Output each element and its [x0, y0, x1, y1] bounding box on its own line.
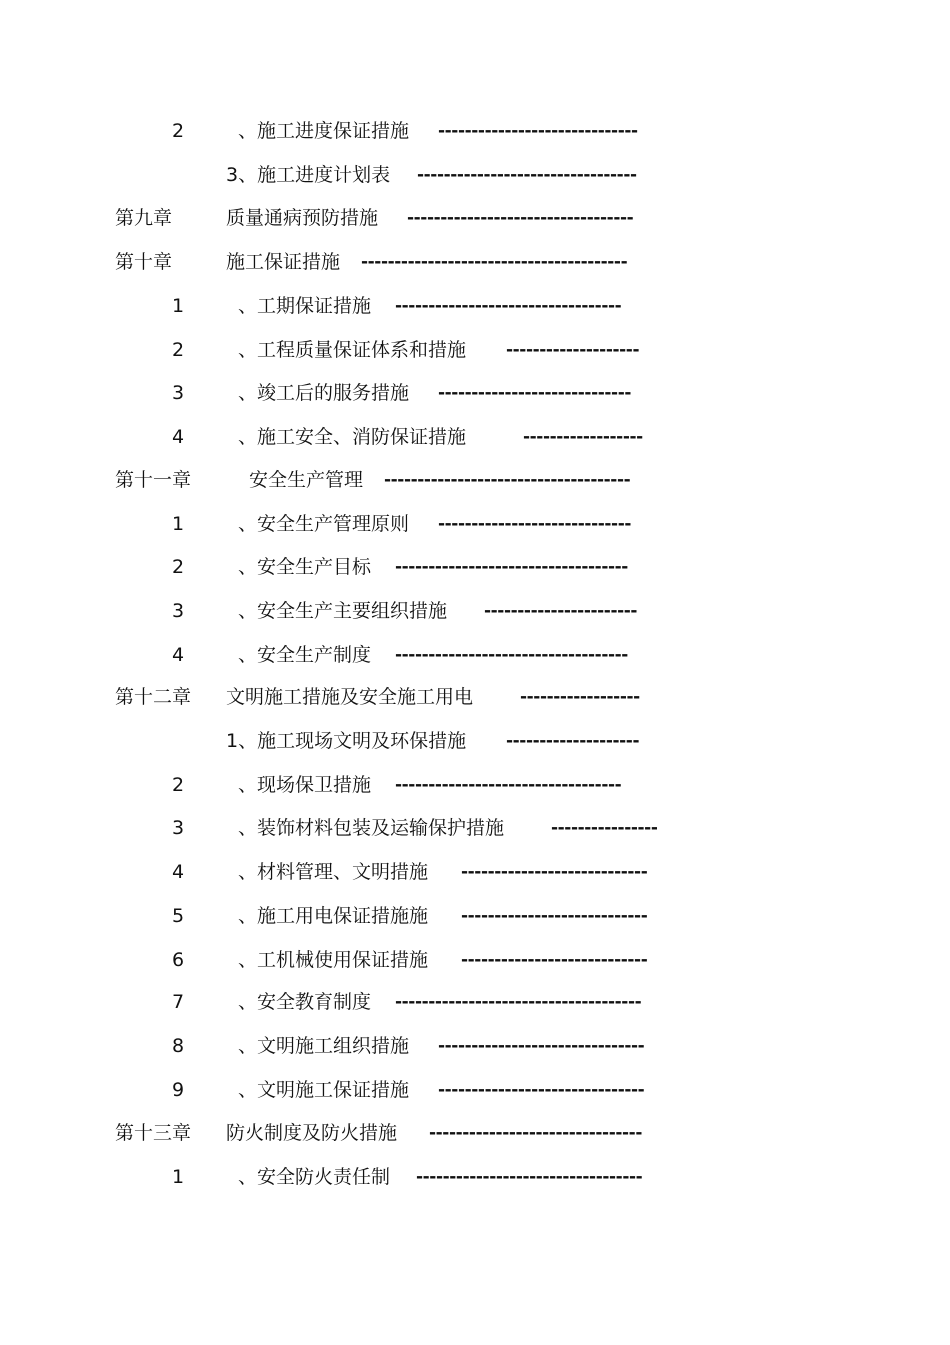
toc-item: [0, 1070, 950, 1110]
item-number: 2: [172, 339, 185, 361]
item-number: 1: [172, 295, 185, 317]
chapter-title: 防火制度及防火措施: [226, 1122, 398, 1144]
chapter-title: 质量通病预防措施: [226, 207, 379, 229]
item-number: 1: [172, 1166, 185, 1188]
item-number: 3: [172, 382, 185, 404]
item-number: 4: [172, 861, 185, 883]
item-title: 、文明施工组织措施: [238, 1035, 410, 1057]
item-number: 4: [172, 426, 185, 448]
item-title: 、施工用电保证措施施: [238, 905, 429, 927]
chapter-number: 第十二章: [115, 686, 192, 708]
item-number: 9: [172, 1079, 185, 1101]
dot-leader: ----------------------------: [461, 906, 648, 926]
dot-leader: ------------------: [520, 687, 640, 707]
dot-leader: ----------------------------------: [416, 1167, 643, 1187]
toc-chapter: [0, 677, 950, 717]
toc-item: [0, 765, 950, 805]
item-title: 、工期保证措施: [238, 295, 372, 317]
item-number: 2: [172, 774, 185, 796]
dot-leader: ----------------------------------: [395, 296, 622, 316]
item-title: 、工机械使用保证措施: [238, 949, 429, 971]
toc-item: [0, 155, 950, 195]
toc-chapter: [0, 460, 950, 500]
toc-item: [0, 1026, 950, 1066]
item-title: 3、施工进度计划表: [226, 164, 391, 186]
item-number: 3: [172, 600, 185, 622]
toc-item: [0, 504, 950, 544]
item-title: 、施工进度保证措施: [238, 120, 410, 142]
item-title: 1、施工现场文明及环保措施: [226, 730, 467, 752]
dot-leader: ------------------------------: [438, 121, 638, 141]
item-title: 、安全生产目标: [238, 556, 372, 578]
dot-leader: --------------------: [506, 340, 640, 360]
item-title: 、文明施工保证措施: [238, 1079, 410, 1101]
item-title: 、安全防火责任制: [238, 1166, 391, 1188]
item-title: 、安全生产主要组织措施: [238, 600, 448, 622]
toc-item: [0, 286, 950, 326]
chapter-number: 第十三章: [115, 1122, 192, 1144]
item-number: 3: [172, 817, 185, 839]
chapter-title: 安全生产管理: [249, 469, 364, 491]
dot-leader: --------------------: [506, 731, 640, 751]
toc-item: [0, 721, 950, 761]
item-number: 1: [172, 513, 185, 535]
toc-item: [0, 635, 950, 675]
toc-item: [0, 591, 950, 631]
item-number: 6: [172, 949, 185, 971]
item-title: 、施工安全、消防保证措施: [238, 426, 467, 448]
toc-item: [0, 896, 950, 936]
dot-leader: ----------------------------------------: [361, 252, 628, 272]
dot-leader: ---------------------------------: [417, 165, 637, 185]
chapter-number: 第九章: [115, 207, 173, 229]
dot-leader: -------------------------------------: [395, 992, 642, 1012]
dot-leader: -----------------------------: [438, 514, 632, 534]
item-title: 、装饰材料包装及运输保护措施: [238, 817, 505, 839]
item-number: 5: [172, 905, 185, 927]
dot-leader: ----------------------------------: [407, 208, 634, 228]
dot-leader: --------------------------------: [429, 1123, 642, 1143]
dot-leader: -------------------------------: [438, 1080, 645, 1100]
dot-leader: ----------------------------: [461, 862, 648, 882]
dot-leader: -------------------------------: [438, 1036, 645, 1056]
item-title: 、安全生产管理原则: [238, 513, 410, 535]
toc-item: [0, 547, 950, 587]
toc-item: [0, 1157, 950, 1197]
item-number: 8: [172, 1035, 185, 1057]
item-title: 、安全生产制度: [238, 644, 372, 666]
dot-leader: -----------------------------: [438, 383, 632, 403]
item-title: 、竣工后的服务措施: [238, 382, 410, 404]
toc-item: [0, 940, 950, 980]
dot-leader: -----------------------: [484, 601, 638, 621]
dot-leader: -----------------------------------: [395, 557, 628, 577]
dot-leader: -----------------------------------: [395, 645, 628, 665]
chapter-number: 第十一章: [115, 469, 192, 491]
dot-leader: ----------------------------------: [395, 775, 622, 795]
item-title: 、安全教育制度: [238, 991, 372, 1013]
dot-leader: ----------------: [551, 818, 658, 838]
chapter-number: 第十章: [115, 251, 173, 273]
toc-chapter: [0, 198, 950, 238]
toc-item: [0, 808, 950, 848]
toc-item: [0, 330, 950, 370]
toc-chapter: [0, 242, 950, 282]
item-title: 、材料管理、文明措施: [238, 861, 429, 883]
item-number: 2: [172, 556, 185, 578]
toc-item: [0, 417, 950, 457]
toc-chapter: [0, 1113, 950, 1153]
item-title: 、工程质量保证体系和措施: [238, 339, 467, 361]
dot-leader: -------------------------------------: [384, 470, 631, 490]
item-title: 、现场保卫措施: [238, 774, 372, 796]
toc-item: [0, 982, 950, 1022]
chapter-title: 文明施工措施及安全施工用电: [226, 686, 474, 708]
item-number: 4: [172, 644, 185, 666]
toc-item: [0, 852, 950, 892]
toc-item: [0, 111, 950, 151]
toc-item: [0, 373, 950, 413]
dot-leader: ------------------: [523, 427, 643, 447]
item-number: 7: [172, 991, 185, 1013]
dot-leader: ----------------------------: [461, 950, 648, 970]
item-number: 2: [172, 120, 185, 142]
chapter-title: 施工保证措施: [226, 251, 341, 273]
